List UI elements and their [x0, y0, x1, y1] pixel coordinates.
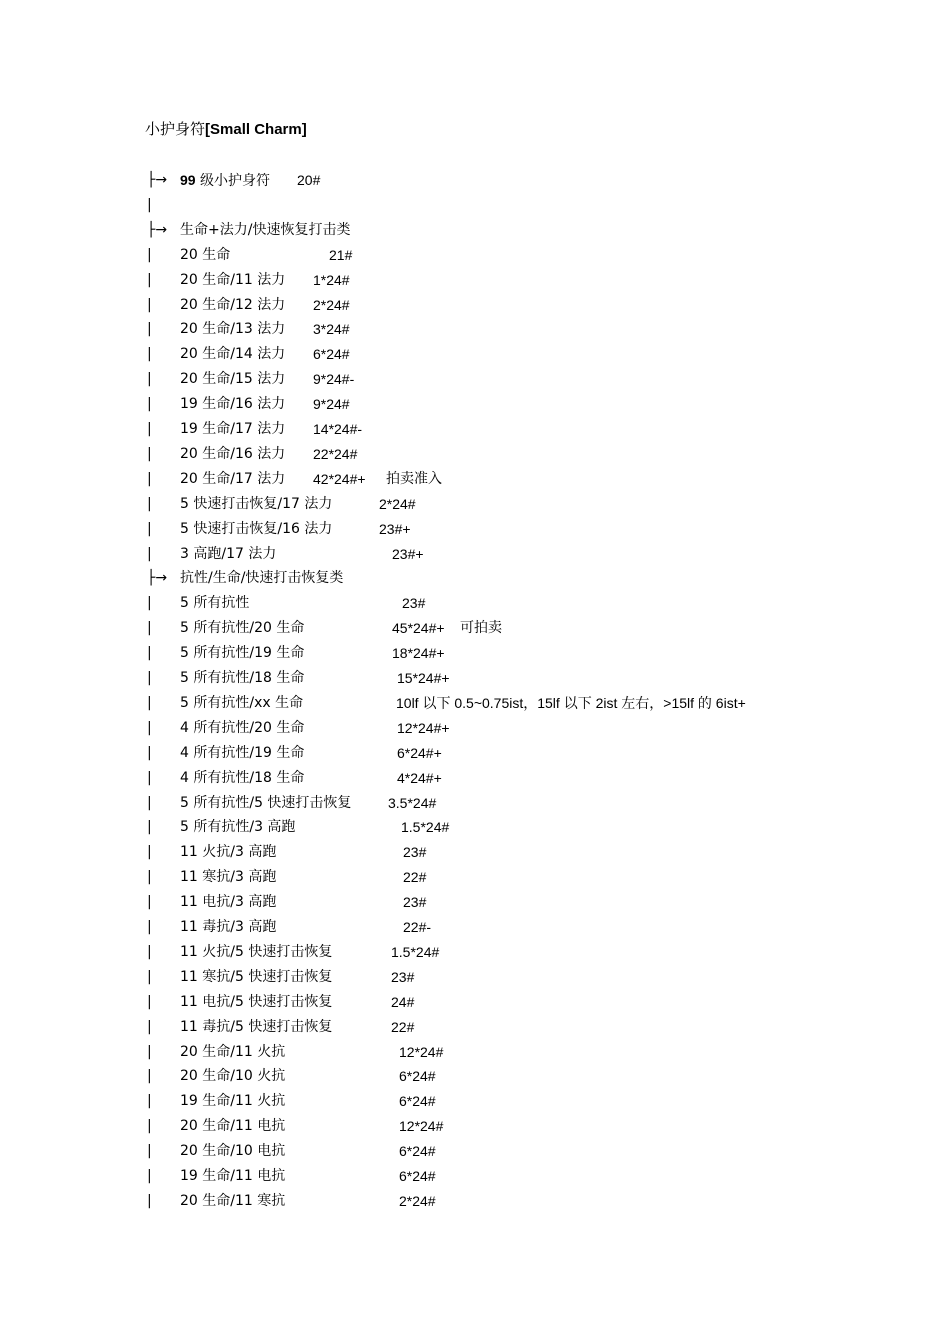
tree-branch: ├→	[147, 570, 168, 587]
tree-line: |	[147, 296, 152, 313]
item-value: 9*24#	[313, 396, 350, 413]
tree-line: |	[147, 694, 152, 711]
item-label: 5 所有抗性/3 高跑	[180, 819, 296, 836]
list-item	[0, 890, 950, 914]
tree-line: |	[147, 894, 152, 911]
tree-line: |	[147, 545, 152, 562]
tree-line: |	[147, 520, 152, 537]
item-label: 4 所有抗性/18 生命	[180, 769, 305, 786]
item-label: 11 火抗/5 快速打击恢复	[180, 943, 333, 960]
tree-line: |	[147, 1018, 152, 1035]
list-item	[0, 1139, 950, 1163]
item-label: 5 所有抗性/20 生命	[180, 620, 305, 637]
item-value: 42*24#+	[313, 470, 366, 487]
tree-line: |	[147, 470, 152, 487]
item-label: 11 寒抗/5 快速打击恢复	[180, 968, 333, 985]
tree-line: |	[147, 645, 152, 662]
item-label: 3 高跑/17 法力	[180, 545, 277, 562]
list-item	[0, 865, 950, 889]
item-value: 22#	[391, 1018, 415, 1035]
list-item	[0, 766, 950, 790]
item-label: 99 级小护身符	[180, 172, 271, 189]
item-value: 1*24#	[313, 271, 350, 288]
tree-branch: ├→	[147, 172, 168, 188]
list-item	[0, 1064, 950, 1088]
item-label: 19 生命/11 电抗	[180, 1168, 286, 1184]
section-header	[0, 218, 950, 242]
item-label: 20 生命/12 法力	[180, 296, 286, 313]
title-chinese: 小护身符	[145, 120, 206, 138]
item-value: 12*24#	[399, 1043, 444, 1060]
item-label: 20 生命/17 法力	[180, 470, 286, 487]
tree-line: |	[147, 196, 152, 213]
item-label: 4 所有抗性/20 生命	[180, 719, 305, 736]
tree-line: |	[147, 595, 152, 612]
item-value: 20#	[297, 172, 321, 188]
item-label: 5 所有抗性/18 生命	[180, 670, 305, 686]
list-item	[0, 367, 950, 391]
list-item	[0, 716, 950, 740]
list-item	[0, 1189, 950, 1213]
tree-line: |	[147, 1043, 152, 1060]
section-header	[0, 566, 950, 590]
tree-line: |	[147, 495, 152, 512]
list-item	[0, 542, 950, 566]
list-item	[0, 1164, 950, 1188]
item-value: 2*24#	[379, 495, 416, 512]
item-label: 11 寒抗/3 高跑	[180, 869, 277, 886]
list-item	[0, 741, 950, 765]
tree-line: |	[147, 819, 152, 836]
item-value: 12*24#	[399, 1118, 444, 1135]
item-label: 5 所有抗性/19 生命	[180, 645, 305, 662]
item-value: 23#	[391, 968, 415, 985]
item-value: 3.5*24#	[388, 794, 437, 811]
tree-branch: ├→	[147, 221, 168, 238]
list-item	[0, 442, 950, 466]
tree-line: |	[147, 968, 152, 985]
item-label: 19 生命/16 法力	[180, 396, 286, 413]
item-label: 生命+法力/快速恢复打击类	[180, 221, 351, 238]
item-value: 12*24#+	[397, 719, 450, 736]
tree-line: |	[147, 744, 152, 761]
list-item	[0, 591, 950, 615]
item-value: 23#	[403, 894, 427, 911]
item-label: 5 快速打击恢复/17 法力	[180, 495, 333, 512]
tree-line: |	[147, 794, 152, 811]
list-item	[0, 791, 950, 815]
item-value: 1.5*24#	[391, 943, 440, 960]
item-value: 45*24#+	[392, 620, 445, 637]
list-item	[0, 193, 950, 217]
tree-line: |	[147, 1068, 152, 1085]
item-value: 6*24#	[399, 1168, 436, 1184]
list-item	[0, 417, 950, 441]
item-label: 20 生命/11 火抗	[180, 1043, 286, 1060]
item-label: 5 所有抗性	[180, 595, 250, 612]
list-item	[0, 1089, 950, 1113]
tree-line: |	[147, 919, 152, 935]
item-value: 2*24#	[399, 1192, 436, 1209]
tree-line: |	[147, 246, 152, 263]
list-item	[0, 1114, 950, 1138]
tree-line: |	[147, 371, 152, 388]
item-label: 11 毒抗/5 快速打击恢复	[180, 1018, 333, 1035]
item-label: 20 生命/16 法力	[180, 445, 286, 462]
item-label: 11 电抗/5 快速打击恢复	[180, 993, 333, 1010]
tree-line: |	[147, 620, 152, 637]
list-item	[0, 342, 950, 366]
item-value: 22*24#	[313, 445, 358, 462]
list-item	[0, 1040, 950, 1064]
item-label: 5 快速打击恢复/16 法力	[180, 520, 333, 537]
item-value: 1.5*24#	[401, 819, 450, 836]
list-item	[0, 840, 950, 864]
section-header	[0, 168, 950, 192]
item-label: 20 生命	[180, 246, 231, 263]
item-value: 21#	[329, 246, 353, 263]
item-value: 22#	[403, 869, 427, 886]
tree-line: |	[147, 1168, 152, 1184]
item-label: 20 生命/14 法力	[180, 346, 286, 363]
list-item	[0, 965, 950, 989]
tree-line: |	[147, 1143, 152, 1160]
item-label: 20 生命/13 法力	[180, 321, 286, 338]
item-label: 19 生命/17 法力	[180, 421, 286, 437]
tree-line: |	[147, 844, 152, 861]
list-item	[0, 293, 950, 317]
item-label: 4 所有抗性/19 生命	[180, 744, 305, 761]
list-item	[0, 268, 950, 292]
tree-line: |	[147, 1118, 152, 1135]
item-value: 4*24#+	[397, 769, 442, 786]
item-value: 14*24#-	[313, 421, 363, 437]
item-value: 3*24#	[313, 321, 350, 338]
item-label: 5 所有抗性/5 快速打击恢复	[180, 794, 352, 811]
item-value: 6*24#	[399, 1143, 436, 1160]
item-label: 抗性/生命/快速打击恢复类	[180, 570, 344, 587]
list-item	[0, 666, 950, 690]
list-item	[0, 517, 950, 541]
item-value: 6*24#	[399, 1068, 436, 1085]
tree-line: |	[147, 1192, 152, 1209]
list-item	[0, 940, 950, 964]
tree-line: |	[147, 670, 152, 686]
list-item	[0, 317, 950, 341]
list-item	[0, 243, 950, 267]
item-value: 6*24#	[313, 346, 350, 363]
item-value: 23#+	[379, 520, 411, 537]
list-item	[0, 616, 950, 640]
list-item	[0, 467, 950, 491]
tree-line: |	[147, 769, 152, 786]
tree-line: |	[147, 445, 152, 462]
tree-line: |	[147, 943, 152, 960]
title-english: [Small Charm]	[205, 121, 307, 138]
list-item	[0, 691, 950, 715]
item-note: 拍卖准入	[386, 470, 442, 487]
tree-line: |	[147, 346, 152, 363]
tree-line: |	[147, 719, 152, 736]
tree-line: |	[147, 993, 152, 1010]
item-value: 23#	[402, 595, 426, 612]
item-label: 20 生命/11 寒抗	[180, 1192, 286, 1209]
item-label: 19 生命/11 火抗	[180, 1093, 286, 1110]
item-label: 20 生命/10 电抗	[180, 1143, 286, 1160]
page-title	[145, 118, 307, 139]
item-value: 15*24#+	[397, 670, 450, 686]
tree-line: |	[147, 1093, 152, 1110]
item-label: 11 电抗/3 高跑	[180, 894, 277, 911]
tree-line: |	[147, 869, 152, 886]
item-label: 11 火抗/3 高跑	[180, 844, 277, 861]
tree-line: |	[147, 321, 152, 338]
item-value: 6*24#+	[397, 744, 442, 761]
item-label: 5 所有抗性/xx 生命	[180, 694, 304, 711]
tree-line: |	[147, 396, 152, 413]
item-label: 20 生命/10 火抗	[180, 1068, 286, 1085]
item-label: 20 生命/11 法力	[180, 271, 286, 288]
item-value: 22#-	[403, 919, 432, 935]
tree-line: |	[147, 271, 152, 288]
list-item	[0, 492, 950, 516]
list-item	[0, 641, 950, 665]
list-item	[0, 1015, 950, 1039]
item-value: 9*24#-	[313, 371, 355, 388]
item-value: 10lf 以下 0.5~0.75ist，15lf 以下 2ist 左右，>15lf 的 6ist+	[396, 694, 746, 711]
item-value: 23#+	[392, 545, 424, 562]
list-item	[0, 915, 950, 939]
list-item	[0, 990, 950, 1014]
item-value: 2*24#	[313, 296, 350, 313]
list-item	[0, 815, 950, 839]
item-label: 20 生命/15 法力	[180, 371, 286, 388]
item-value: 6*24#	[399, 1093, 436, 1110]
item-value: 23#	[403, 844, 427, 861]
item-note: 可拍卖	[460, 620, 502, 637]
list-item	[0, 392, 950, 416]
item-value: 18*24#+	[392, 645, 445, 662]
item-value: 24#	[391, 993, 415, 1010]
item-label: 11 毒抗/3 高跑	[180, 919, 277, 935]
tree-line: |	[147, 421, 152, 437]
item-label: 20 生命/11 电抗	[180, 1118, 286, 1135]
